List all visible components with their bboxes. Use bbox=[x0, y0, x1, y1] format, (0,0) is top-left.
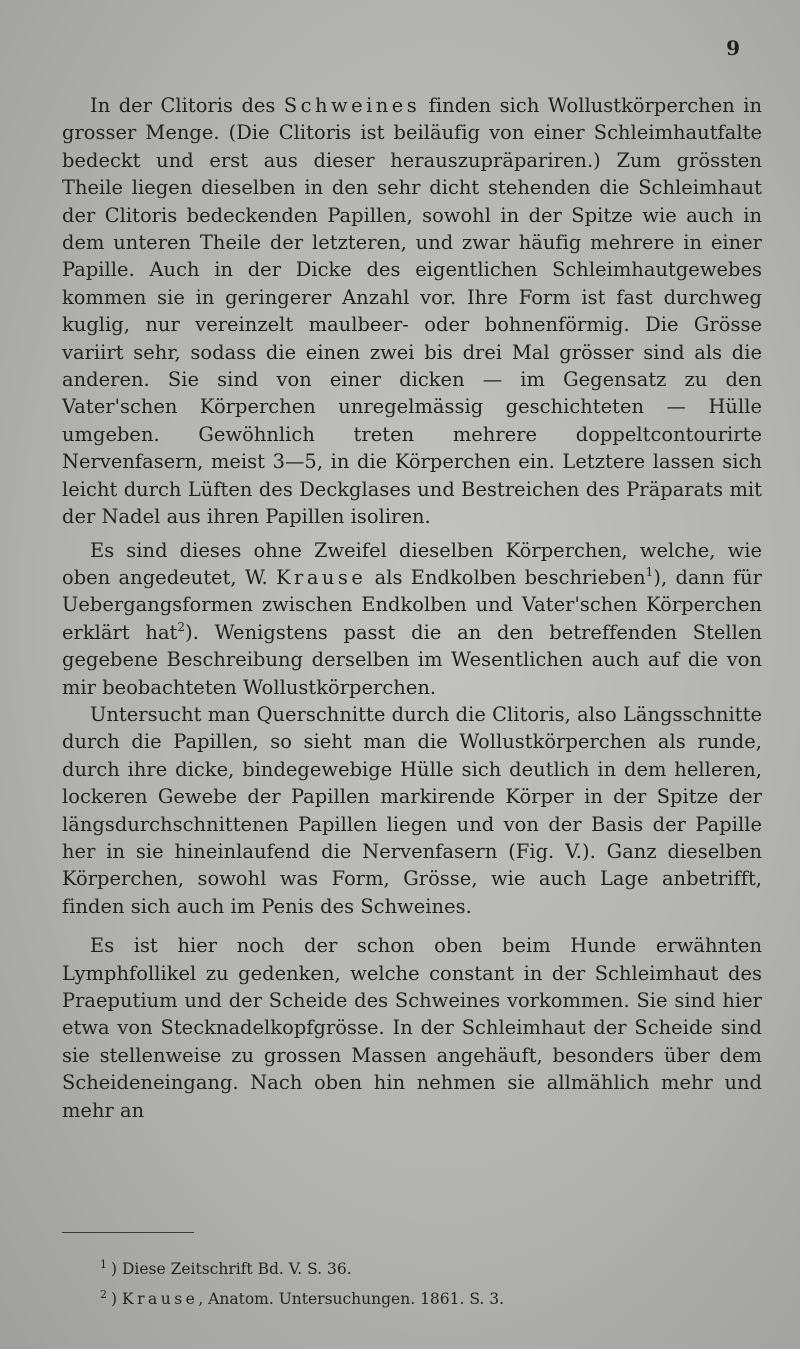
footnote-2-author: Krause bbox=[121, 1290, 199, 1308]
footnote-ref-1: 1 bbox=[645, 564, 654, 579]
paragraph-2-text-e: ). Wenigstens passt die an den betreffenden Stellen gegebene Beschreibung derselben im Wesentlichen auch auf die von mir beobachteten Wollustkörperchen. bbox=[62, 620, 762, 699]
emphasis-krause: Krause bbox=[276, 565, 367, 589]
paragraph-2-text-a: Es sind dieses ohne Zweifel dieselben Körperchen, welche, wie oben angedeutet, W. bbox=[62, 538, 762, 589]
paragraph-1-text-a: In der Clitoris des bbox=[90, 94, 284, 117]
paragraph-2 bbox=[62, 537, 762, 701]
footnotes bbox=[100, 1252, 740, 1312]
footnote-1-mark: 1 bbox=[100, 1258, 107, 1271]
paragraph-4: Es ist hier noch der schon oben beim Hunde erwähnten Lymphfollikel zu gedenken, welche constant in der Schleimhaut des Praeputium und der Scheide des Schweines vorkommen. Sie sind hier etwa von Stecknadelkopfgrösse. In der Schleimhaut der Scheide sind sie stellenweise zu grossen Massen angehäuft, besonders über dem Scheideneingang. Nach oben hin nehmen sie allmählich mehr und mehr an bbox=[62, 934, 762, 1122]
paragraph-2-text-d: ), dann für Uebergangsformen zwischen Endkolben und Vater'schen Körperchen erklärt hat bbox=[62, 565, 762, 644]
footnote-2-text-c: , Anatom. Untersuchungen. 1861. S. 3. bbox=[198, 1290, 505, 1308]
paragraph-1 bbox=[62, 92, 762, 531]
paragraph-1-text-c: finden sich Wollustkörperchen in grosser Menge. (Die Clitoris ist beiläufig von einer Schleimhautfalte bedeckt und erst aus dieser herauszupräpariren.) Zum grössten Theile liegen dieselben in den sehr dicht stehenden die Schleimhaut der Clitoris bedeckenden Papillen, sowohl in der Spitze wie auch in dem unteren Theile der letzteren, und zwar häufig mehrere in einer Papille. Auch in der Dicke des eigentlichen Schleimhautgewebes kommen sie in geringerer Anzahl vor. Ihre Form ist fast durchweg kuglig, nur vereinzelt maulbeer- oder bohnenförmig. Die Grösse variirt sehr, sodass die einen zwei bis drei Mal grösser sind als die anderen. Sie sind von einer dicken — im Gegensatz zu den Vater'schen Körperchen unregelmässig geschichteten — Hülle umgeben. Gewöhnlich treten mehrere doppeltcontourirte Nervenfasern, meist 3—5, in die Körperchen ein. Letztere lassen sich leicht durch Lüften des Deckglases und Bestreichen des Präparats mit der Nadel aus ihren Papillen isoliren. bbox=[62, 94, 762, 529]
paragraph-3: Untersucht man Querschnitte durch die Clitoris, also Längsschnitte durch die Papillen, so sieht man die Wollustkörperchen als runde, durch ihre dicke, bindegewebige Hülle sich deutlich in dem helleren, lockeren Gewebe der Papillen markirende Körper in der Spitze der längsdurchschnittenen Papillen liegen und von der Basis der Papille her in sie hineinlaufend die Nervenfasern (Fig. V.). Ganz dieselben Körperchen, sowohl was Form, Grösse, wie auch Lage anbetrifft, finden sich auch im Penis des Schweines. bbox=[62, 702, 762, 918]
footnote-2-text-a: ) bbox=[111, 1290, 122, 1308]
footnote-2-mark: 2 bbox=[100, 1288, 107, 1301]
footnote-1 bbox=[100, 1252, 740, 1282]
footnote-divider bbox=[62, 1232, 194, 1233]
body-text bbox=[62, 92, 762, 1124]
page-number: 9 bbox=[726, 36, 740, 60]
emphasis-schweines: Schweines bbox=[283, 94, 421, 117]
footnote-2 bbox=[100, 1282, 740, 1312]
footnote-ref-2: 2 bbox=[177, 619, 186, 634]
paragraph-2-text-c: als Endkolben beschrieben bbox=[366, 565, 646, 589]
footnote-1-text: ) Diese Zeitschrift Bd. V. S. 36. bbox=[111, 1260, 352, 1278]
